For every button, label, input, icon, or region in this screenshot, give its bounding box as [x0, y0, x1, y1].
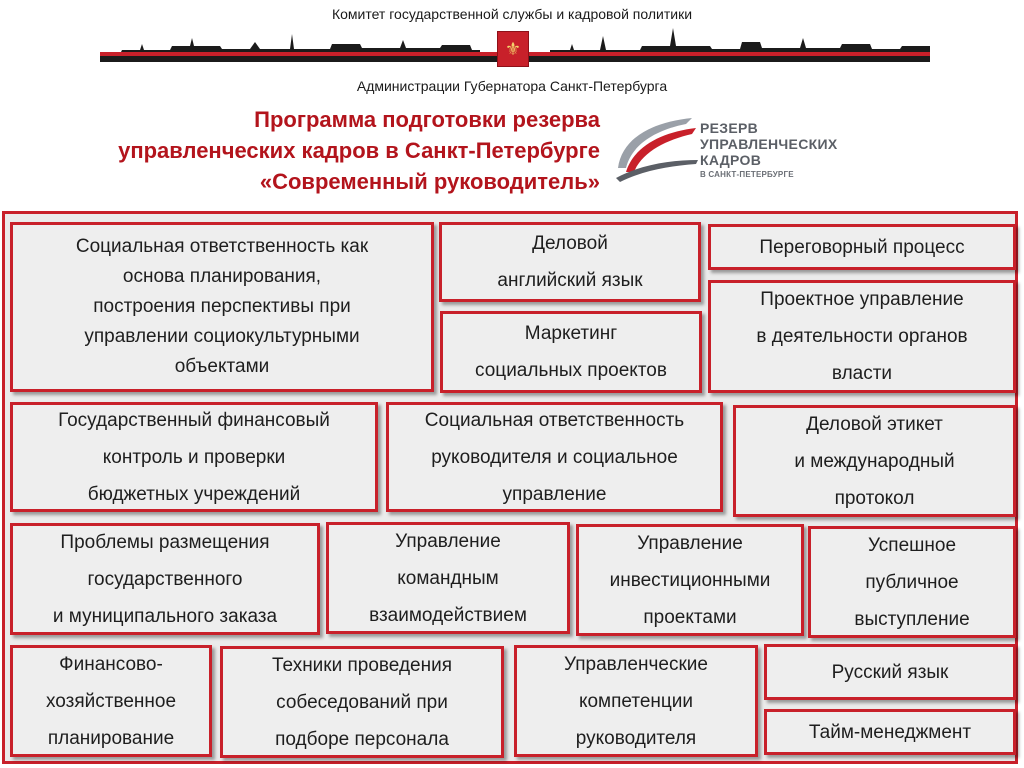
course-state-financial-control: Государственный финансовый контроль и проверки бюджетных учреждений	[10, 402, 378, 512]
course-russian-language: Русский язык	[764, 644, 1016, 700]
title-line-1: Программа подготовки резерва	[254, 107, 600, 132]
logo-line-3: КАДРОВ	[700, 152, 762, 168]
course-social-project-marketing: Маркетинг социальных проектов	[440, 311, 702, 393]
course-team-management: Управление командным взаимодействием	[326, 522, 570, 634]
page-title	[40, 104, 600, 197]
course-time-management: Тайм-менеджмент	[764, 709, 1016, 755]
logo-line-1: РЕЗЕРВ	[700, 120, 759, 136]
course-management-competencies: Управленческие компетенции руководителя	[514, 645, 758, 757]
logo-line-2: УПРАВЛЕНЧЕСКИХ	[700, 136, 838, 152]
course-public-speaking: Успешное публичное выступление	[808, 526, 1016, 638]
course-procurement: Проблемы размещения государственного и муниципального заказа	[10, 523, 320, 635]
spb-emblem-icon: ⚜	[497, 31, 529, 67]
administration-name: Администрации Губернатора Санкт-Петербурга	[356, 78, 668, 94]
title-line-3: «Современный руководитель»	[259, 169, 600, 194]
course-investment-projects: Управление инвестиционными проектами	[576, 524, 804, 636]
course-financial-planning: Финансово- хозяйственное планирование	[10, 645, 212, 757]
course-social-responsibility-sociocultural: Социальная ответственность как основа планирования, построения перспективы при управлении социокультурными объектами	[10, 222, 434, 392]
course-project-management: Проектное управление в деятельности органов власти	[708, 280, 1016, 393]
logo-subtitle: В САНКТ-ПЕТЕРБУРГЕ	[700, 170, 794, 179]
title-line-2: управленческих кадров в Санкт-Петербурге	[118, 138, 600, 163]
course-leader-social-responsibility: Социальная ответственность руководителя и социальное управление	[386, 402, 723, 512]
course-interview-techniques: Техники проведения собеседований при подборе персонала	[220, 646, 504, 758]
course-business-etiquette: Деловой этикет и международный протокол	[733, 405, 1016, 517]
committee-name: Комитет государственной службы и кадровой политики	[331, 6, 693, 22]
course-negotiation: Переговорный процесс	[708, 224, 1016, 270]
logo-text	[700, 120, 837, 168]
course-business-english: Деловой английский язык	[439, 222, 701, 302]
